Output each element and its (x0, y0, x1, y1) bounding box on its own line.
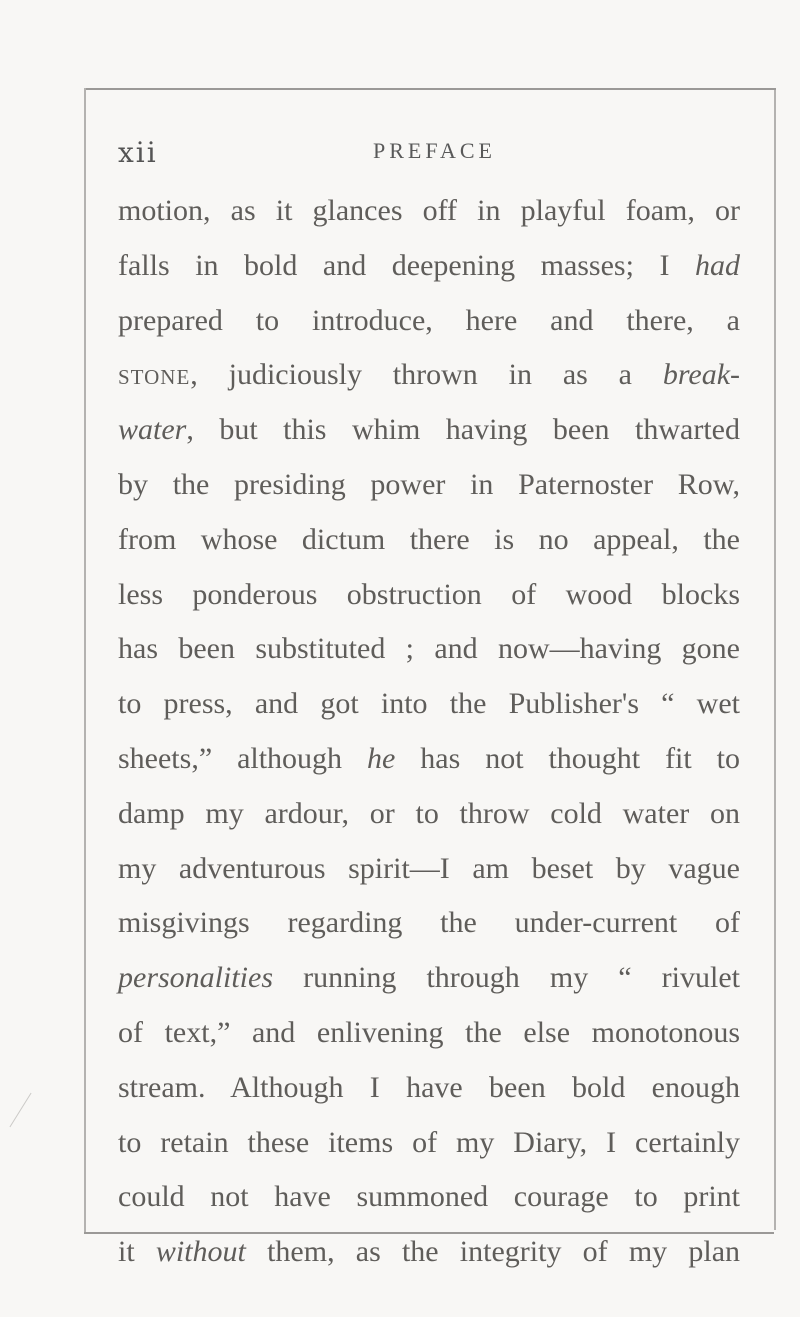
text-line (118, 787, 740, 842)
text-line (118, 1170, 740, 1225)
page-header (118, 136, 740, 172)
text-run: has been substituted ; and now—having gone (118, 632, 740, 666)
text-run: misgivings regarding the under-current of (118, 906, 740, 940)
text-run: stream. Although I have been bold enough (118, 1070, 740, 1104)
text-line (118, 1225, 740, 1280)
text-run: to press, and got into the Publisher's “ wet (118, 687, 740, 721)
italic-text: he (367, 741, 396, 775)
small-caps-text: stone (118, 358, 191, 392)
page-edge-mark (9, 1093, 31, 1127)
text-line (118, 896, 740, 951)
text-run: , judiciously thrown in as a (190, 358, 663, 392)
text-run: motion, as it glances off in playful foam, or (118, 194, 740, 227)
text-run: from whose dictum there is no appeal, the (118, 522, 740, 556)
text-run: of text,” and enlivening the else monotonous (118, 1015, 740, 1049)
italic-text: without (155, 1235, 246, 1269)
text-run: could not have summoned courage to print (118, 1180, 740, 1214)
text-run: damp my ardour, or to throw cold water on (118, 796, 740, 830)
text-line (118, 732, 740, 787)
running-head: PREFACE (373, 138, 496, 163)
text-line (118, 239, 740, 294)
text-line (118, 294, 740, 349)
text-run: has not thought fit to (395, 741, 740, 775)
page-border-top (86, 88, 776, 90)
text-line (118, 568, 740, 623)
page-border-left (84, 88, 86, 1232)
italic-text: personalities (118, 961, 273, 995)
text-run: my adventurous spirit—I am beset by vague (118, 851, 740, 885)
text-run: , but this whim having been thwarted (186, 413, 740, 447)
text-line (118, 184, 740, 239)
text-line (118, 951, 740, 1006)
text-run: prepared to introduce, here and there, a (118, 303, 740, 337)
text-run: falls in bold and deepening masses; I (118, 248, 695, 282)
text-line (118, 677, 740, 732)
page-number: xii (118, 136, 158, 169)
italic-text: had (695, 248, 740, 282)
text-run: to retain these items of my Diary, I certainly (118, 1125, 740, 1159)
text-run: running through my “ rivulet (273, 961, 740, 995)
text-run: sheets,” although (118, 741, 367, 775)
text-run: it (118, 1235, 156, 1269)
text-line (118, 1006, 740, 1061)
text-line (118, 348, 740, 403)
text-line (118, 513, 740, 568)
text-line (118, 403, 740, 458)
text-line (118, 622, 740, 677)
text-run: them, as the integrity of my plan (245, 1235, 741, 1269)
text-run: less ponderous obstruction of wood blocks (118, 577, 740, 611)
text-line (118, 1116, 740, 1171)
italic-text: water (118, 413, 187, 447)
text-run: by the presiding power in Paternoster Row, (118, 467, 740, 501)
page-border-right (774, 90, 776, 1230)
preface-text (118, 184, 740, 1280)
text-line (118, 842, 740, 897)
text-line (118, 458, 740, 513)
text-line (118, 1061, 740, 1116)
italic-text: break- (662, 358, 740, 392)
